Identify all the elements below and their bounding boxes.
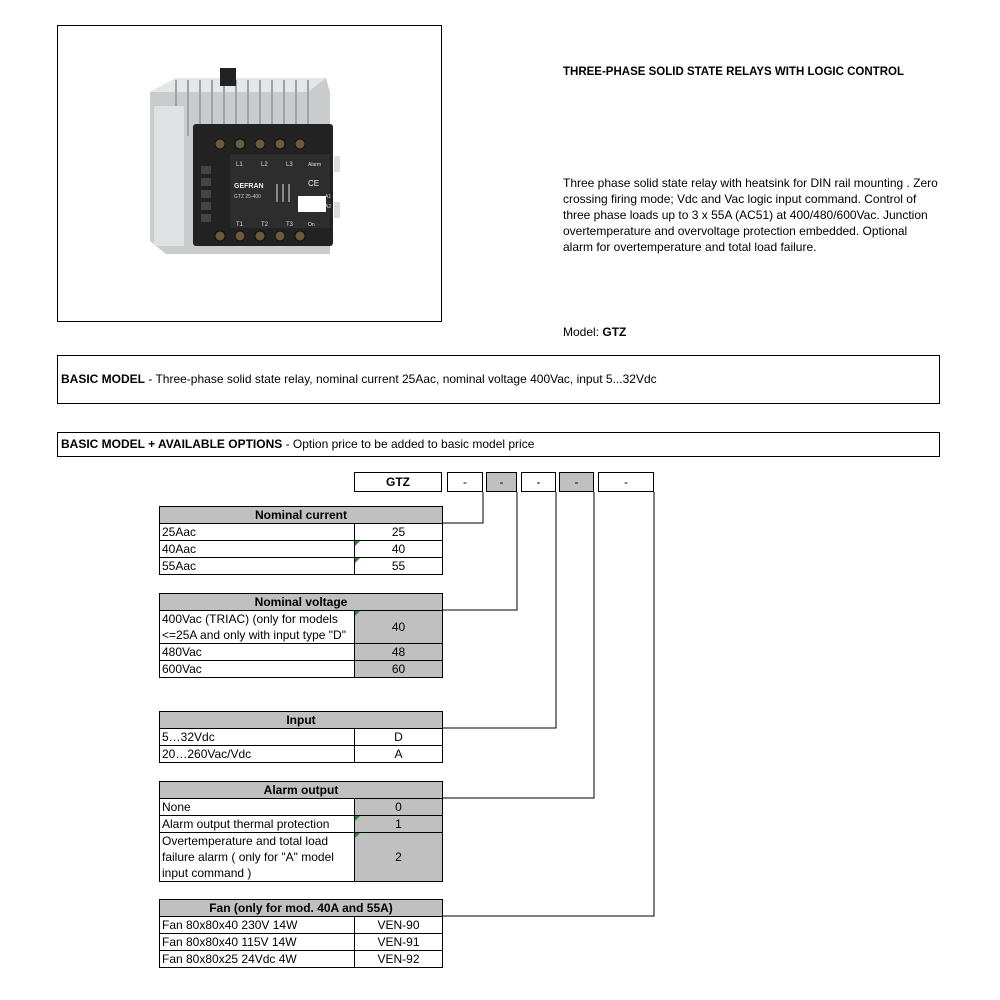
table-title: Alarm output [160, 782, 443, 799]
table-alarm-output [159, 781, 443, 882]
comment-marker-icon [355, 816, 360, 821]
table-fan [159, 899, 443, 968]
option-code: 40 [391, 620, 406, 634]
terminal-label-l2: L2 [261, 162, 268, 168]
terminal-label-on: On [308, 222, 315, 228]
option-code-cell [355, 611, 443, 644]
option-label: 600Vac [160, 661, 355, 678]
connector-alarm-output [443, 492, 594, 798]
ce-mark: CE [308, 179, 320, 188]
table-row[interactable] [160, 799, 443, 816]
table-title: Nominal voltage [160, 594, 443, 611]
table-row[interactable] [160, 746, 443, 763]
option-code: 60 [355, 661, 443, 678]
input-label-a2: A2 [325, 204, 332, 210]
code-slot-alarm: - [559, 472, 594, 492]
table-title: Input [160, 712, 443, 729]
terminal-label-t1: T1 [236, 222, 244, 228]
option-code-cell [355, 541, 443, 558]
option-code-cell [355, 833, 443, 882]
connector-fan [443, 492, 654, 916]
option-code: 2 [395, 850, 402, 864]
terminal-label-t2: T2 [261, 222, 269, 228]
table-row[interactable] [160, 541, 443, 558]
model-label: Model: [563, 325, 603, 339]
option-code: VEN-90 [355, 917, 443, 934]
option-code: 1 [395, 817, 402, 831]
table-row[interactable] [160, 611, 443, 644]
product-description: Three phase solid state relay with heatsink for DIN rail mounting . Zero crossing firing mode; Vdc and Vac logic input command. Control of three phase loads up to 3 x 55A (AC51) at 400/480/600Vac. Junction overtemperature and overvoltage protection embedded. Optional alarm for overtemperature and total load failure. [563, 176, 938, 254]
input-label-a1: A1 [325, 194, 332, 200]
option-code: 48 [355, 644, 443, 661]
model-print: GTZ 25-400 [234, 194, 261, 200]
code-base-gtz: GTZ [354, 472, 442, 492]
model-value: GTZ [602, 325, 627, 339]
comment-marker-icon [355, 558, 360, 563]
page-title: THREE-PHASE SOLID STATE RELAYS WITH LOGIC CONTROL [563, 66, 904, 78]
table-row[interactable] [160, 917, 443, 934]
option-label: 40Aac [160, 541, 355, 558]
table-input [159, 711, 443, 763]
table-row[interactable] [160, 729, 443, 746]
basic-model-text: - Three-phase solid state relay, nominal current 25Aac, nominal voltage 400Vac, input 5...32Vdc [145, 372, 657, 386]
terminal-label-l3: L3 [286, 162, 293, 168]
code-slot-fan: - [598, 472, 654, 492]
terminal-label-t3: T3 [286, 222, 294, 228]
option-code: 40 [391, 542, 406, 556]
comment-marker-icon [355, 611, 360, 616]
option-label: 480Vac [160, 644, 355, 661]
table-row[interactable] [160, 816, 443, 833]
option-label: Fan 80x80x25 24Vdc 4W [160, 951, 355, 968]
option-label: Alarm output thermal protection [160, 816, 355, 833]
brand-logo: GEFRAN [234, 183, 264, 190]
comment-marker-icon [355, 541, 360, 546]
option-label: 400Vac (TRIAC) (only for models <=25A and only with input type "D" [160, 611, 355, 644]
table-row[interactable] [160, 951, 443, 968]
table-nominal-current [159, 506, 443, 575]
option-label: 25Aac [160, 524, 355, 541]
option-label: Fan 80x80x40 230V 14W [160, 917, 355, 934]
option-label: 5…32Vdc [160, 729, 355, 746]
table-row[interactable] [160, 558, 443, 575]
table-row[interactable] [160, 934, 443, 951]
options-header-text: - Option price to be added to basic model price [282, 437, 535, 451]
option-label: Overtemperature and total load failure alarm ( only for "A" model input command ) [160, 833, 355, 882]
table-row[interactable] [160, 661, 443, 678]
option-code: D [355, 729, 443, 746]
connector-nominal-current [443, 492, 483, 523]
option-code: 25 [355, 524, 443, 541]
table-row[interactable] [160, 833, 443, 882]
option-code: VEN-91 [355, 934, 443, 951]
code-slot-current: - [447, 472, 483, 492]
option-label: Fan 80x80x40 115V 14W [160, 934, 355, 951]
code-slot-input: - [521, 472, 556, 492]
table-title: Fan (only for mod. 40A and 55A) [160, 900, 443, 917]
option-code: VEN-92 [355, 951, 443, 968]
code-slot-voltage: - [486, 472, 517, 492]
options-header-label: BASIC MODEL + AVAILABLE OPTIONS [61, 437, 283, 451]
terminal-label-alarm: Alarm [308, 162, 322, 168]
option-code: 0 [355, 799, 443, 816]
table-title: Nominal current [160, 507, 443, 524]
option-code-cell [355, 558, 443, 575]
option-code: 55 [391, 559, 406, 573]
table-row[interactable] [160, 644, 443, 661]
option-label: None [160, 799, 355, 816]
connector-nominal-voltage [443, 492, 517, 610]
option-label: 20…260Vac/Vdc [160, 746, 355, 763]
terminal-label-l1: L1 [236, 162, 243, 168]
table-nominal-voltage [159, 593, 443, 678]
option-code: A [355, 746, 443, 763]
table-row[interactable] [160, 524, 443, 541]
option-code-cell [355, 816, 443, 833]
basic-model-label: BASIC MODEL [61, 372, 145, 386]
option-label: 55Aac [160, 558, 355, 575]
comment-marker-icon [355, 833, 360, 838]
